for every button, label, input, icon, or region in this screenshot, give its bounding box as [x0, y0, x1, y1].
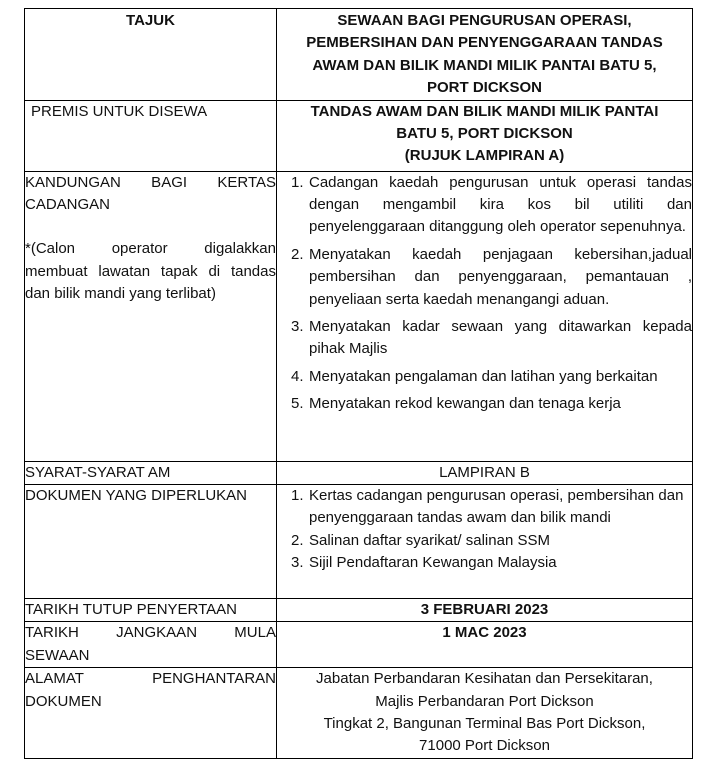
- list-item: 5. Menyatakan rekod kewangan dan tenaga kerja: [291, 395, 621, 413]
- value-cell: [277, 668, 693, 759]
- row-label-line2: DOKUMEN: [25, 692, 102, 710]
- premis-line: BATU 5, PORT DICKSON: [396, 125, 573, 143]
- title-line: PEMBERSIHAN DAN PENYENGGARAAN TANDAS: [306, 34, 663, 52]
- premis-line: (RUJUK LAMPIRAN A): [404, 147, 565, 165]
- value-cell: [277, 100, 693, 171]
- title-line: PORT DICKSON: [426, 79, 542, 97]
- address-line: Majlis Perbandaran Port Dickson: [375, 692, 594, 710]
- label-cell: [25, 100, 277, 171]
- list-item: 4. Menyatakan pengalaman dan latihan yang berkaitan: [291, 367, 658, 385]
- label-cell: [25, 485, 277, 599]
- start-date-value: 1 MAC 2023: [442, 624, 527, 642]
- list-item: 3. Menyatakan kadar sewaan yang ditawarkan kepada pihak Majlis: [291, 318, 692, 358]
- label-cell: [25, 171, 277, 461]
- row-label: TARIKH TUTUP PENYERTAAN: [25, 601, 237, 619]
- label-cell: [25, 622, 277, 668]
- row-tarikh-tutup: [25, 599, 693, 622]
- tender-notice-document: [24, 8, 692, 759]
- value-cell: [277, 485, 693, 599]
- closing-date-value: 3 FEBRUARI 2023: [420, 601, 549, 619]
- row-syarat: [25, 461, 693, 484]
- label-cell: [25, 461, 277, 484]
- list-item: 2. Salinan daftar syarikat/ salinan SSM: [291, 531, 550, 549]
- list-item: 1. Kertas cadangan pengurusan operasi, pembersihan dan penyenggaraan tandas awam dan bilik mandi: [291, 487, 684, 527]
- row-label: TAJUK: [126, 12, 175, 29]
- row-label: ALAMAT PENGHANTARAN: [25, 670, 276, 688]
- row-tarikh-mula: [25, 622, 693, 668]
- row-label: SYARAT-SYARAT AM: [25, 463, 171, 481]
- row-label: KANDUNGAN BAGI KERTAS CADANGAN: [25, 173, 276, 214]
- value-cell: [277, 599, 693, 622]
- row-label: TARIKH JANGKAAN MULA: [25, 624, 276, 642]
- title-line: SEWAAN BAGI PENGURUSAN OPERASI,: [337, 12, 632, 29]
- label-cell: [25, 599, 277, 622]
- row-kandungan: [25, 171, 693, 461]
- value-cell: [277, 461, 693, 484]
- address-line: Tingkat 2, Bangunan Terminal Bas Port Dickson,: [323, 715, 646, 733]
- list-item: 3. Sijil Pendaftaran Kewangan Malaysia: [291, 554, 557, 572]
- row-label-line2: SEWAAN: [25, 646, 90, 664]
- site-visit-note: *(Calon operator digalakkan membuat lawatan tapak di tandas dan bilik mandi yang terlibat): [25, 240, 276, 303]
- row-label: DOKUMEN YANG DIPERLUKAN: [25, 487, 247, 505]
- value-cell: [277, 622, 693, 668]
- row-dokumen: [25, 485, 693, 599]
- label-cell: [25, 9, 277, 101]
- row-label: PREMIS UNTUK DISEWA: [31, 102, 208, 120]
- value-cell: [277, 9, 693, 101]
- value-cell: [277, 171, 693, 461]
- row-alamat: [25, 668, 693, 759]
- premis-line: TANDAS AWAM DAN BILIK MANDI MILIK PANTAI: [310, 102, 659, 120]
- address-line: 71000 Port Dickson: [419, 737, 550, 755]
- label-cell: [25, 668, 277, 759]
- row-premis: [25, 100, 693, 171]
- required-documents-list: [277, 485, 692, 575]
- tender-info-table: [24, 8, 693, 759]
- general-terms-value: LAMPIRAN B: [439, 463, 530, 481]
- proposal-content-list: [277, 172, 692, 416]
- list-item: 1. Cadangan kaedah pengurusan untuk operasi tandas dengan mengambil kira kos bil utiliti dan penyelenggaraan ditanggung oleh operator sepenuhnya.: [291, 173, 692, 236]
- list-item: 2. Menyatakan kaedah penjagaan kebersihan,jadual pembersihan dan penyenggaraan, pemantauan , penyeliaan serta kaedah menangangi aduan.: [291, 245, 692, 308]
- address-line: Jabatan Perbandaran Kesihatan dan Persekitaran,: [316, 670, 653, 688]
- row-tajuk: [25, 9, 693, 101]
- title-line: AWAM DAN BILIK MANDI MILIK PANTAI BATU 5,: [312, 56, 657, 74]
